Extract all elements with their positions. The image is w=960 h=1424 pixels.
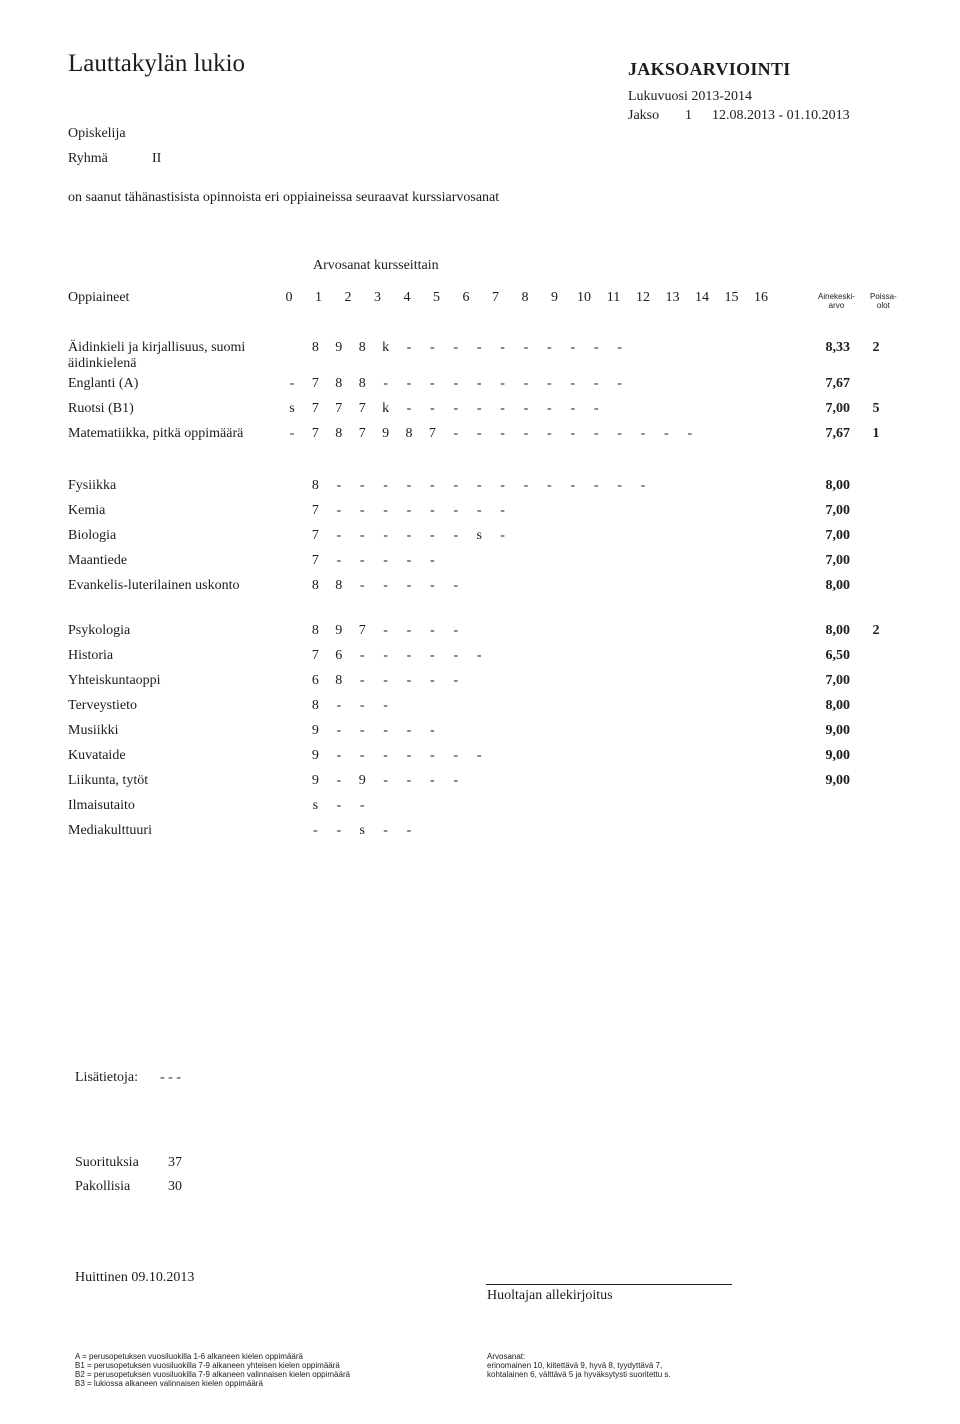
grade-cell: 7 bbox=[311, 376, 319, 391]
grade-cell: - bbox=[359, 528, 365, 543]
subject-average: 9,00 bbox=[825, 748, 850, 763]
subject-average: 7,00 bbox=[825, 503, 850, 518]
grade-cell: - bbox=[430, 340, 435, 355]
grade-cell: - bbox=[453, 773, 459, 788]
grade-cell: - bbox=[383, 528, 388, 543]
grade-cell: 9 bbox=[311, 723, 319, 738]
grade-cell: - bbox=[336, 723, 342, 738]
subject-average: 8,00 bbox=[825, 623, 850, 638]
grade-cell: - bbox=[383, 648, 388, 663]
grade-cell: - bbox=[547, 426, 552, 441]
grade-cell: - bbox=[313, 823, 318, 838]
legend-line: Arvosanat: bbox=[487, 1352, 526, 1361]
grade-cell: - bbox=[406, 673, 412, 688]
legend-grades bbox=[487, 1352, 671, 1379]
grade-cell: - bbox=[359, 798, 365, 813]
grade-cell: - bbox=[617, 376, 622, 391]
grade-cell: - bbox=[406, 478, 412, 493]
grade-cell: - bbox=[547, 340, 552, 355]
signature-line bbox=[486, 1284, 732, 1285]
grade-cell: s bbox=[289, 401, 295, 416]
average-header-line1: Ainekeski- bbox=[818, 292, 855, 301]
grade-cell: - bbox=[289, 426, 295, 441]
grade-cell: - bbox=[593, 376, 599, 391]
grade-cell: - bbox=[336, 553, 342, 568]
legend-line: A = perusopetuksen vuosiluokilla 1-6 alkaneen kielen oppimäärä bbox=[75, 1352, 303, 1361]
subject-average: 9,00 bbox=[825, 773, 850, 788]
subject-absences: 5 bbox=[872, 401, 880, 416]
grade-cell: - bbox=[453, 376, 459, 391]
grade-cell: - bbox=[570, 426, 576, 441]
grade-cell: 8 bbox=[335, 376, 343, 391]
grade-cell: - bbox=[453, 578, 459, 593]
legend-line: B1 = perusopetuksen vuosiluokilla 7-9 alkaneen yhteisen kielen oppimäärä bbox=[75, 1361, 340, 1370]
grade-cell: - bbox=[406, 553, 412, 568]
course-column-14: 14 bbox=[695, 290, 709, 305]
subject-name-continued: äidinkielenä bbox=[68, 356, 137, 371]
grade-cell: - bbox=[593, 478, 599, 493]
grade-cell: 9 bbox=[358, 773, 366, 788]
course-column-0: 0 bbox=[285, 290, 293, 305]
grade-cell: - bbox=[640, 426, 646, 441]
grade-cell: - bbox=[406, 503, 412, 518]
grade-cell: - bbox=[570, 340, 576, 355]
grade-cell: 8 bbox=[358, 376, 366, 391]
grade-cell: - bbox=[430, 648, 435, 663]
grade-cell: - bbox=[523, 340, 529, 355]
subject-name: Psykologia bbox=[68, 623, 131, 638]
grade-cell: - bbox=[500, 478, 505, 493]
subject-name: Liikunta, tytöt bbox=[68, 773, 149, 788]
period-dates: 12.08.2013 - 01.10.2013 bbox=[712, 108, 850, 123]
subject-absences: 2 bbox=[872, 623, 880, 638]
grade-cell: - bbox=[406, 528, 412, 543]
grade-cell: - bbox=[476, 648, 482, 663]
subject-name: Mediakulttuuri bbox=[68, 823, 152, 838]
grade-cell: - bbox=[359, 553, 365, 568]
subject-average: 8,00 bbox=[825, 698, 850, 713]
grade-cell: - bbox=[406, 340, 412, 355]
grade-cell: 8 bbox=[335, 426, 343, 441]
grade-cell: - bbox=[383, 823, 388, 838]
course-column-7: 7 bbox=[492, 290, 499, 305]
subject-name: Biologia bbox=[68, 528, 117, 543]
grade-cell: - bbox=[383, 698, 388, 713]
grade-cell: - bbox=[430, 748, 435, 763]
grade-cell: - bbox=[453, 401, 459, 416]
grade-cell: - bbox=[336, 478, 342, 493]
absences-header bbox=[870, 292, 897, 310]
grade-cell: - bbox=[687, 426, 693, 441]
grade-cell: - bbox=[336, 773, 342, 788]
grade-cell: s bbox=[359, 823, 365, 838]
grade-cell: - bbox=[593, 426, 599, 441]
subject-name: Englanti (A) bbox=[68, 376, 139, 391]
average-header-line2: arvo bbox=[828, 301, 845, 310]
grade-cell: - bbox=[500, 376, 505, 391]
grade-cell: - bbox=[359, 578, 365, 593]
mandatory-value: 30 bbox=[168, 1179, 182, 1194]
absences-header-line2: olot bbox=[876, 301, 890, 310]
legend-line: erinomainen 10, kiitettävä 9, hyvä 8, tyydyttävä 7, bbox=[487, 1361, 663, 1370]
intro-text: on saanut tähänastisista opinnoista eri oppiaineissa seuraavat kurssiarvosanat bbox=[68, 190, 500, 205]
grade-cell: - bbox=[430, 673, 435, 688]
grade-cell: - bbox=[336, 503, 342, 518]
grade-cell: - bbox=[406, 578, 412, 593]
grade-cell: - bbox=[523, 426, 529, 441]
grade-cell: 7 bbox=[358, 426, 366, 441]
grade-cell: 8 bbox=[311, 578, 319, 593]
extra-info-label: Lisätietoja: bbox=[75, 1070, 138, 1085]
course-column-12: 12 bbox=[636, 290, 650, 305]
grade-cell: - bbox=[523, 478, 529, 493]
grade-cell: 7 bbox=[311, 426, 319, 441]
grades-title: Arvosanat kursseittain bbox=[313, 258, 439, 273]
grade-cell: - bbox=[476, 376, 482, 391]
school-year: Lukuvuosi 2013-2014 bbox=[628, 89, 753, 104]
grade-cell: - bbox=[476, 748, 482, 763]
subject-name: Maantiede bbox=[68, 553, 128, 568]
grade-cell: - bbox=[570, 376, 576, 391]
grade-cell: - bbox=[430, 478, 435, 493]
period-number: 1 bbox=[685, 108, 692, 123]
grade-cell: - bbox=[383, 503, 388, 518]
grade-cell: - bbox=[453, 528, 459, 543]
grade-cell: - bbox=[430, 723, 435, 738]
grade-cell: 6 bbox=[335, 648, 343, 663]
group-value: II bbox=[152, 151, 162, 166]
grade-cell: - bbox=[453, 426, 459, 441]
grade-cell: 9 bbox=[335, 340, 343, 355]
grade-cell: 9 bbox=[382, 426, 390, 441]
grade-cell: - bbox=[500, 528, 505, 543]
grade-cell: - bbox=[359, 723, 365, 738]
grade-cell: - bbox=[383, 623, 388, 638]
grade-cell: - bbox=[617, 340, 622, 355]
grade-cell: - bbox=[430, 773, 435, 788]
period-label: Jakso bbox=[628, 108, 660, 123]
grade-cell: 8 bbox=[335, 673, 343, 688]
subject-average: 9,00 bbox=[825, 723, 850, 738]
grade-cell: - bbox=[383, 723, 388, 738]
grade-cell: - bbox=[476, 478, 482, 493]
subject-name: Ilmaisutaito bbox=[68, 798, 135, 813]
legend-languages bbox=[75, 1352, 350, 1388]
grade-cell: - bbox=[453, 623, 459, 638]
grade-cell: - bbox=[359, 748, 365, 763]
grade-cell: - bbox=[570, 401, 576, 416]
subject-average: 7,00 bbox=[825, 401, 850, 416]
place-and-date: Huittinen 09.10.2013 bbox=[75, 1270, 195, 1285]
subject-average: 7,00 bbox=[825, 553, 850, 568]
course-column-9: 9 bbox=[551, 290, 558, 305]
grade-cell: 7 bbox=[311, 553, 319, 568]
grade-cell: 8 bbox=[311, 623, 319, 638]
course-column-6: 6 bbox=[462, 290, 470, 305]
grade-cell: - bbox=[289, 376, 295, 391]
grade-cell: - bbox=[383, 553, 388, 568]
grade-cell: - bbox=[453, 648, 459, 663]
grade-cell: 7 bbox=[335, 401, 343, 416]
grade-cell: - bbox=[406, 748, 412, 763]
subject-average: 8,33 bbox=[825, 340, 850, 355]
subject-name: Matematiikka, pitkä oppimäärä bbox=[68, 426, 244, 441]
grade-cell: - bbox=[430, 528, 435, 543]
grade-cell: - bbox=[383, 478, 388, 493]
grade-cell: 6 bbox=[311, 673, 319, 688]
grade-cell: - bbox=[336, 798, 342, 813]
completed-value: 37 bbox=[168, 1155, 182, 1170]
grade-cell: - bbox=[593, 340, 599, 355]
subject-name: Ruotsi (B1) bbox=[68, 401, 134, 416]
grade-cell: - bbox=[383, 748, 388, 763]
grade-cell: - bbox=[406, 401, 412, 416]
grade-cell: 7 bbox=[358, 623, 366, 638]
subject-average: 7,00 bbox=[825, 528, 850, 543]
grade-cell: - bbox=[453, 673, 459, 688]
grade-cell: 7 bbox=[428, 426, 436, 441]
mandatory-label: Pakollisia bbox=[75, 1179, 131, 1194]
grade-cell: - bbox=[406, 773, 412, 788]
grade-cell: - bbox=[406, 623, 412, 638]
course-column-10: 10 bbox=[577, 290, 591, 305]
grade-cell: 7 bbox=[311, 401, 319, 416]
grade-cell: 8 bbox=[358, 340, 366, 355]
legend-line: kohtalainen 6, välttävä 5 ja hyväksytysti suoritettu s. bbox=[487, 1370, 671, 1379]
subject-name: Evankelis-luterilainen uskonto bbox=[68, 578, 240, 593]
subject-name: Terveystieto bbox=[68, 698, 137, 713]
grade-cell: 7 bbox=[311, 528, 319, 543]
grade-cell: - bbox=[383, 578, 388, 593]
subject-name: Kuvataide bbox=[68, 748, 126, 763]
grade-cell: - bbox=[359, 648, 365, 663]
grade-cell: - bbox=[547, 376, 552, 391]
completed-label: Suorituksia bbox=[75, 1155, 139, 1170]
grade-cell: - bbox=[453, 748, 459, 763]
grade-cell: - bbox=[500, 340, 505, 355]
grade-cell: - bbox=[476, 401, 482, 416]
grade-cell: s bbox=[312, 798, 319, 813]
grade-cell: 7 bbox=[311, 648, 319, 663]
grade-cell: 8 bbox=[311, 698, 319, 713]
student-label: Opiskelija bbox=[68, 126, 126, 141]
subject-name: Musiikki bbox=[68, 723, 119, 738]
course-column-2: 2 bbox=[344, 290, 352, 305]
grade-cell: - bbox=[617, 478, 622, 493]
grade-cell: - bbox=[406, 723, 412, 738]
grade-cell: - bbox=[406, 823, 412, 838]
grade-cell: - bbox=[453, 340, 459, 355]
grade-cell: 7 bbox=[358, 401, 366, 416]
subject-average: 7,67 bbox=[825, 426, 850, 441]
grade-cell: 9 bbox=[335, 623, 343, 638]
course-column-16: 16 bbox=[754, 290, 768, 305]
legend-line: B2 = perusopetuksen vuosiluokilla 7-9 alkaneen valinnaisen kielen oppimäärä bbox=[75, 1370, 351, 1379]
course-column-3: 3 bbox=[374, 290, 381, 305]
grade-cell: - bbox=[453, 478, 459, 493]
document-title: JAKSOARVIOINTI bbox=[628, 59, 791, 79]
grade-cell: 8 bbox=[335, 578, 343, 593]
course-column-13: 13 bbox=[665, 290, 680, 305]
grade-cell: 8 bbox=[405, 426, 413, 441]
grade-cell: - bbox=[640, 478, 646, 493]
grade-cell: - bbox=[406, 648, 412, 663]
subject-name: Yhteiskuntaoppi bbox=[68, 673, 161, 688]
subject-average: 8,00 bbox=[825, 478, 850, 493]
grade-cell: - bbox=[359, 673, 365, 688]
grade-cell: - bbox=[383, 376, 388, 391]
grade-cell: k bbox=[382, 340, 390, 355]
grade-cell: - bbox=[359, 478, 365, 493]
grade-cell: 8 bbox=[311, 478, 319, 493]
subject-absences: 2 bbox=[872, 340, 880, 355]
subject-absences: 1 bbox=[872, 426, 880, 441]
course-column-11: 11 bbox=[606, 290, 621, 305]
grade-cell: - bbox=[336, 823, 342, 838]
grade-cell: - bbox=[500, 401, 505, 416]
grade-cell: - bbox=[430, 623, 435, 638]
grade-cell: - bbox=[336, 698, 342, 713]
grade-cell: - bbox=[500, 503, 505, 518]
grade-cell: - bbox=[476, 426, 482, 441]
grade-cell: - bbox=[547, 478, 552, 493]
grade-cell: - bbox=[664, 426, 669, 441]
subject-average: 7,67 bbox=[825, 376, 850, 391]
grade-cell: 7 bbox=[311, 503, 319, 518]
grade-cell: - bbox=[570, 478, 576, 493]
group-label: Ryhmä bbox=[68, 151, 108, 166]
grade-cell: - bbox=[430, 401, 435, 416]
course-column-15: 15 bbox=[724, 290, 739, 305]
grade-cell: 8 bbox=[311, 340, 319, 355]
grade-cell: s bbox=[476, 528, 482, 543]
grade-cell: - bbox=[476, 340, 482, 355]
grade-cell: - bbox=[430, 578, 435, 593]
grade-cell: - bbox=[336, 528, 342, 543]
grade-cell: - bbox=[383, 773, 388, 788]
absences-header-line1: Poissa- bbox=[870, 292, 897, 301]
grade-cell: - bbox=[593, 401, 599, 416]
course-column-1: 1 bbox=[315, 290, 322, 305]
grade-cell: 9 bbox=[311, 773, 319, 788]
grade-cell: - bbox=[523, 401, 529, 416]
grade-cell: - bbox=[617, 426, 622, 441]
course-column-8: 8 bbox=[521, 290, 529, 305]
subject-name: Historia bbox=[68, 648, 114, 663]
subject-average: 8,00 bbox=[825, 578, 850, 593]
subject-name: Fysiikka bbox=[68, 478, 117, 493]
grade-cell: - bbox=[383, 673, 388, 688]
grade-cell: - bbox=[430, 553, 435, 568]
grade-cell: 9 bbox=[311, 748, 319, 763]
grade-cell: - bbox=[430, 376, 435, 391]
signature-label: Huoltajan allekirjoitus bbox=[487, 1288, 613, 1303]
school-name: Lauttakylän lukio bbox=[68, 50, 246, 77]
subject-average: 6,50 bbox=[825, 648, 850, 663]
grade-cell: - bbox=[406, 376, 412, 391]
grade-cell: - bbox=[359, 698, 365, 713]
subject-name: Äidinkieli ja kirjallisuus, suomi bbox=[68, 340, 246, 355]
subject-average: 7,00 bbox=[825, 673, 850, 688]
grade-cell: - bbox=[523, 376, 529, 391]
grade-cell: - bbox=[500, 426, 505, 441]
grade-cell: - bbox=[430, 503, 435, 518]
grade-cell: - bbox=[359, 503, 365, 518]
subjects-header: Oppiaineet bbox=[68, 290, 130, 305]
grade-cell: - bbox=[547, 401, 552, 416]
grade-cell: - bbox=[336, 748, 342, 763]
grade-cell: - bbox=[476, 503, 482, 518]
subject-name: Kemia bbox=[68, 503, 106, 518]
grade-cell: k bbox=[382, 401, 390, 416]
grade-cell: - bbox=[453, 503, 459, 518]
course-column-5: 5 bbox=[433, 290, 440, 305]
legend-line: B3 = lukiossa alkaneen valinnaisen kielen oppimäärä bbox=[75, 1379, 263, 1388]
average-header bbox=[818, 292, 855, 310]
extra-info-value: - - - bbox=[160, 1070, 181, 1085]
course-column-4: 4 bbox=[403, 290, 411, 305]
